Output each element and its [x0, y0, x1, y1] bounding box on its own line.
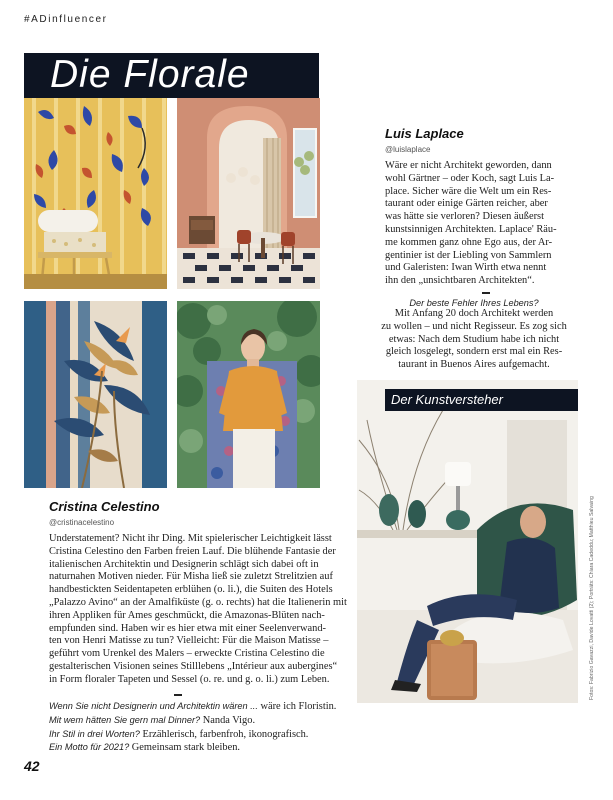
page-title: Die Florale	[50, 53, 250, 96]
celestino-body	[49, 533, 349, 687]
section-kicker: #ADinfluencer	[24, 14, 108, 25]
celestino-body-line: Understatement? Nicht ihr Ding. Mit spielerischer Leichtigkeit lässt	[49, 533, 332, 544]
hotel-suite-illustration	[177, 98, 320, 289]
laplace-bio	[385, 160, 585, 288]
celestino-qa-line	[49, 700, 349, 714]
celestino-qa-line	[49, 728, 349, 742]
laplace-bio-line: me kommen ganz ohne Ego aus, der Ar-	[385, 236, 553, 248]
celestino-divider	[174, 694, 182, 696]
celestino-question: Ihr Stil in drei Worten?	[49, 728, 140, 739]
celestino-portrait-illustration	[177, 301, 320, 488]
celestino-body-line: italienischen Architektin und Designerin schlägt sich dabei oft in	[49, 558, 319, 570]
celestino-body-line: empfunden sind. Haben wir es hier etwa mit einer Seelenverwand-	[49, 622, 326, 634]
laplace-answer	[365, 308, 583, 372]
photo-celestino-portrait	[177, 301, 320, 488]
celestino-body-line: „Palazzo Avino“ an der Amalfiküste (g. o. rechts) hat die Italienerin mit	[49, 596, 347, 608]
laplace-bio-line: gentinier ist der Liebling von Sammlern	[385, 249, 552, 261]
celestino-body-line: geführt vom Urenkel des Malers – erweckte Cristina Celestino die	[49, 648, 325, 660]
laplace-bio-line: Wäre er nicht Architekt geworden, dann	[385, 160, 552, 171]
celestino-qa-line	[49, 741, 349, 755]
laplace-bio-line: kunstsinnigen Architekten. Laplace' Räu-	[385, 223, 557, 235]
page-number: 42	[24, 758, 40, 774]
laplace-answer-line: etwas: Nach dem Studium habe ich nicht	[388, 333, 560, 345]
celestino-qa	[49, 700, 349, 755]
celestino-question: Ein Motto für 2021?	[49, 742, 130, 753]
photo-chair-wallpaper	[24, 98, 167, 289]
chair-wallpaper-illustration	[24, 98, 167, 289]
laplace-handle: @luislaplace	[385, 145, 431, 154]
photo-strelitzia-wallpaper	[24, 301, 167, 488]
celestino-qa-line	[49, 714, 349, 728]
laplace-answer-line: gleich losgelegt, sondern erst mal ein Res-	[385, 346, 563, 358]
laplace-answer-line: Mit Anfang 20 doch Architekt werden	[394, 308, 554, 319]
laplace-bio-line: place. Sicher wäre die Welt um ein Res-	[385, 185, 552, 197]
celestino-body-line: ihren Appliken für Ames geschmückt, die Amazonas-Blüten nach-	[49, 609, 325, 621]
celestino-body-line: in Form floraler Tapeten und Sessel (o. re. und g. o. li.) zum Leben.	[49, 673, 330, 685]
strelitzia-illustration	[24, 301, 167, 488]
celestino-name: Cristina Celestino	[49, 499, 160, 514]
celestino-answer: wäre ich Floristin.	[260, 701, 337, 712]
celestino-body-line: handbestickten Seidentapeten erblühen (o. li.), die Suiten des Hotels	[49, 584, 333, 596]
celestino-handle: @cristinacelestino	[49, 518, 115, 527]
celestino-body-line: Cristina Celestino den Farben freien Lauf. Die blühende Fantasie der	[49, 545, 336, 557]
laplace-bio-line: taurant oder einige Gärten reicher, aber	[385, 198, 548, 210]
celestino-question: Mit wem hätten Sie gern mal Dinner?	[49, 714, 201, 725]
celestino-body-line: gestalterischen Visionen seines Stilllebens „Intérieur aux aubergines“	[49, 660, 338, 672]
laplace-answer-line: taurant in Buenos Aires aufgemacht.	[398, 359, 550, 371]
kunstversteher-title: Der Kunstversteher	[391, 392, 503, 407]
laplace-name: Luis Laplace	[385, 126, 464, 141]
laplace-portrait-illustration	[357, 380, 578, 703]
celestino-body-line: naturnahen Motiven nieder. Für Misha ließ sie zuletzt Strelitzien auf	[49, 571, 333, 583]
laplace-divider	[482, 292, 490, 294]
photo-laplace-portrait	[357, 380, 578, 703]
celestino-answer: Erzählerisch, farbenfroh, ikonografisch.	[142, 728, 309, 740]
laplace-answer-line: zu wollen – und nicht Regisseur. Es zog sich	[381, 320, 567, 332]
laplace-qa	[365, 298, 583, 372]
celestino-answer: Nanda Vigo.	[202, 714, 256, 726]
celestino-answer: Gemeinsam stark bleiben.	[131, 742, 241, 754]
celestino-question: Wenn Sie nicht Designerin und Architektin wären ...	[49, 701, 258, 711]
photo-hotel-suite	[177, 98, 320, 289]
laplace-bio-line: was hätte sie verloren? Diesen äußerst	[385, 211, 544, 223]
laplace-question: Der beste Fehler Ihres Lebens?	[409, 298, 539, 308]
photo-credit: Fotos: Fabrizio Gavazzi, Davide Lovatti (2); Porträts: Chiara Cadeddu; Matthieu Salvaing	[589, 496, 595, 700]
laplace-bio-line: und Galeristen: Iwan Wirth etwa nennt	[385, 262, 547, 274]
celestino-body-line: ten von Henri Matisse zu tun? Vielleicht: Für die Maison Matisse –	[49, 635, 329, 647]
laplace-bio-line: ihn den „unsichtbaren Architekten“.	[385, 275, 535, 287]
laplace-bio-line: wohl Gärtner – oder Koch, sagt Luis La-	[385, 172, 555, 184]
